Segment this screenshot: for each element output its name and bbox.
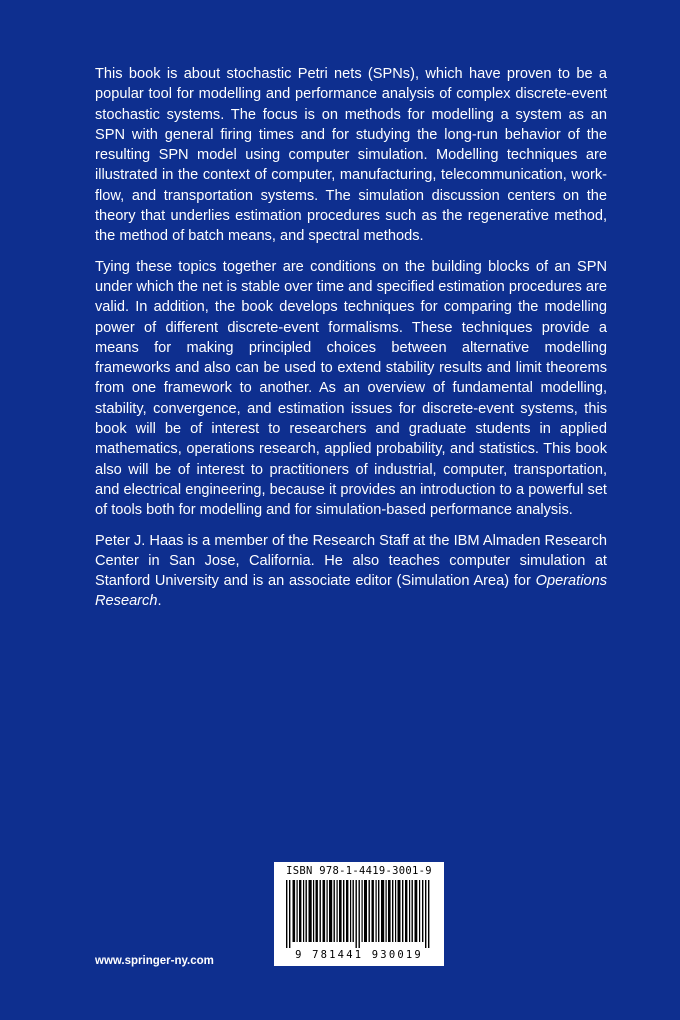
barcode-icon xyxy=(284,880,434,948)
barcode-label xyxy=(274,862,444,966)
journal-name: Operations Research xyxy=(95,573,607,610)
journal-suffix: . xyxy=(157,593,162,610)
description-paragraph-1: This book is about stochastic Petri nets (SPNs), which have proven to be a popular tool for modelling and performance analysis of complex discrete-event stochastic systems. The focus is on methods for modelling a system as an SPN with general firing times and for studying the long-run behavior of the resulting SPN model using computer simulation. Modelling techniques are illustrated in the context of computer, manufacturing, telecommunication, work-flow, and transportation systems. The simulation discussion centers on the theory that underlies estimation procedures such as the regenerative method, the method of batch means, and spectral methods. xyxy=(95,66,607,245)
isbn-text: ISBN 978-1-4419-3001-9 xyxy=(286,865,432,877)
back-cover-text xyxy=(95,64,607,622)
author-bio-text: Peter J. Haas is a member of the Research Staff at the IBM Almaden Research Center in San Jose, California. He also teaches computer simulation at Stanford University and is an associate editor (Simulation Area) for xyxy=(95,532,607,590)
publisher-website: www.springer-ny.com xyxy=(95,955,214,967)
author-bio xyxy=(95,531,607,612)
barcode-digits: 9 781441 930019 xyxy=(295,949,423,961)
description-paragraph-2: Tying these topics together are conditions on the building blocks of an SPN under which the net is stable over time and specified estimation procedures are valid. In addition, the book develops techniques for comparing the modelling power of different discrete-event formalisms. These techniques provide a means for making principled choices between alternative modelling frameworks and also can be used to extend stability results and limit theorems from one framework to another. As an overview of fundamental modelling, stability, convergence, and estimation issues for discrete-event systems, this book will be of interest to researchers and graduate students in applied mathematics, operations research, applied probability, and statistics. This book also will be of interest to practitioners of industrial, computer, transportation, and electrical engineering, because it provides an introduction to a powerful set of tools both for modelling and for simulation-based performance analysis. xyxy=(95,258,607,519)
